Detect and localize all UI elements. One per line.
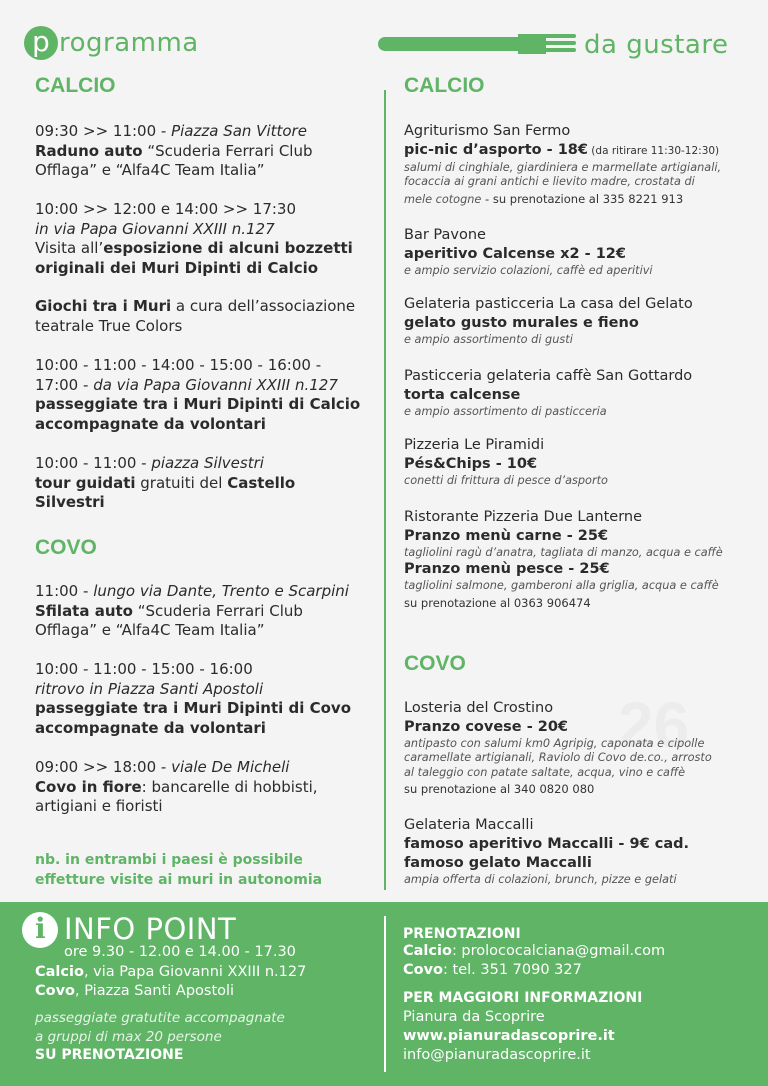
column-divider	[384, 90, 386, 890]
venue-losteria-del-crostino: Losteria del Crostino Pranzo covese - 20€ antipasto con salumi km0 Agripig, caponata e cipolle caramellate artigianali, Raviolo di Covo de.co., arrosto al taleggio con patate saltate, acqua, vino e caffè su prenotazione al 340 0820 080	[404, 700, 712, 797]
venue-due-lanterne: Ristorante Pizzeria Due Lanterne Pranzo menù carne - 25€ tagliolini ragù d’anatra, tagliata di manzo, acqua e caffè Pranzo menù pesce - 25€ tagliolini salmone, gamberoni alla griglia, acqua e caffè su prenotazione al 0363 906474	[404, 509, 723, 610]
event-sfilata-auto: 11:00 - lungo via Dante, Trento e Scarpini Sfilata auto “Scuderia Ferrari Club Offlaga” e “Alfa4C Team Italia”	[35, 582, 349, 640]
event-esposizione: 10:00 >> 12:00 e 14:00 >> 17:30 in via Papa Giovanni XXIII n.127 Visita all’esposizione di alcuni bozzetti originali dei Muri Dipinti di Calcio	[35, 200, 353, 277]
note-autonomia: nb. in entrambi i paesi è possibile effetture visite ai muri in autonomia	[35, 852, 323, 888]
prenotazioni-covo: Covo: tel. 351 7090 327	[403, 962, 582, 978]
event-giochi-tra-i-muri: Giochi tra i Muri a cura dell’associazione teatrale True Colors	[35, 297, 356, 335]
more-info-title: PER MAGGIORI INFORMAZIONI	[403, 990, 643, 1006]
info-hours: ore 9.30 - 12.00 e 14.00 - 17.30	[64, 944, 296, 960]
venue-agriturismo-san-fermo: Agriturismo San Fermo pic-nic d’asporto - 18€ (da ritirare 11:30-12:30) salumi di cinghiale, giardiniera e marmellate artigianali, focaccia ai grani antichi e lievito madre, crostata di mele cotogne - su prenotazione al 335 8221 913	[404, 123, 722, 206]
event-tour-guidati: 10:00 - 11:00 - piazza Silvestri tour guidati gratuiti del Castello Silvestri	[35, 454, 296, 512]
info-point-title: INFO POINT	[64, 912, 237, 946]
info-note-2: a gruppi di max 20 persone	[35, 1029, 222, 1045]
info-booking: SU PRENOTAZIONE	[35, 1047, 184, 1063]
info-covo-address: Covo, Piazza Santi Apostoli	[35, 983, 235, 999]
email-link[interactable]: info@pianuradascoprire.it	[403, 1047, 591, 1063]
venue-casa-del-gelato: Gelateria pasticceria La casa del Gelato gelato gusto murales e fieno e ampio assortimento di gusti	[404, 296, 693, 346]
website-link[interactable]: www.pianuradascoprire.it	[403, 1028, 615, 1044]
venue-gelateria-maccalli: Gelateria Maccalli famoso aperitivo Maccalli - 9€ cad. famoso gelato Maccalli ampia offerta di colazioni, brunch, pizze e gelati	[404, 817, 689, 886]
venue-san-gottardo: Pasticceria gelateria caffè San Gottardo torta calcense e ampio assortimento di pasticceria	[404, 368, 693, 418]
event-raduno-auto: 09:30 >> 11:00 - Piazza San Vittore Raduno auto “Scuderia Ferrari Club Offlaga” e “Alfa4C Team Italia”	[35, 122, 313, 180]
programma-title: rogramma	[59, 28, 199, 58]
left-calcio-heading: CALCIO	[35, 74, 116, 97]
event-passeggiate-calcio: 10:00 - 11:00 - 14:00 - 15:00 - 16:00 - 17:00 - da via Papa Giovanni XXIII n.127 passeggiate tra i Muri Dipinti di Calcio accompagnate da volontari	[35, 356, 361, 433]
venue-bar-pavone: Bar Pavone aperitivo Calcense x2 - 12€ e ampio servizio colazioni, caffè ed aperitivi	[404, 227, 653, 277]
prenotazioni-title: PRENOTAZIONI	[403, 926, 521, 942]
org-name: Pianura da Scoprire	[403, 1009, 545, 1025]
info-icon-glyph: i	[35, 912, 46, 945]
left-covo-heading: COVO	[35, 536, 97, 559]
watermark-number: 26	[618, 689, 690, 761]
event-covo-in-fiore: 09:00 >> 18:00 - viale De Micheli Covo in fiore: bancarelle di hobbisti, artigiani e fioristi	[35, 758, 318, 816]
event-passeggiate-covo: 10:00 - 11:00 - 15:00 - 16:00 ritrovo in Piazza Santi Apostoli passeggiate tra i Muri Dipinti di Covo accompagnate da volontari	[35, 660, 352, 737]
right-calcio-heading: CALCIO	[404, 74, 485, 97]
title-initial: p	[32, 25, 50, 58]
prenotazioni-calcio: Calcio: prolococalciana@gmail.com	[403, 943, 666, 959]
info-note-1: passeggiate gratutite accompagnate	[35, 1010, 285, 1026]
footer-divider	[384, 916, 386, 1072]
footer-info-bar	[0, 902, 768, 1086]
da-gustare-title: da gustare	[584, 30, 729, 60]
info-calcio-address: Calcio, via Papa Giovanni XXIII n.127	[35, 964, 307, 980]
fork-icon	[378, 30, 578, 62]
venue-le-piramidi: Pizzeria Le Piramidi Pés&Chips - 10€ conetti di frittura di pesce d’asporto	[404, 437, 608, 487]
right-covo-heading: COVO	[404, 652, 466, 675]
